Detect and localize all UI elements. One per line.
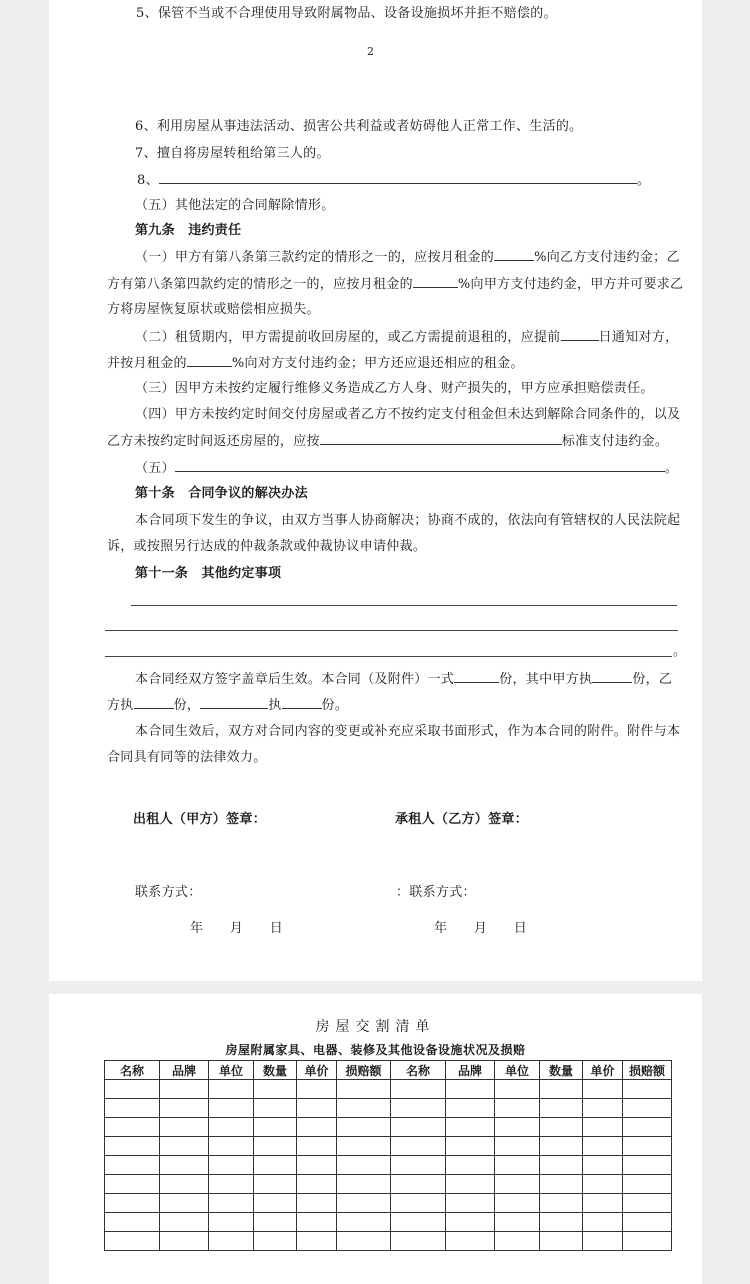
clause-item-7: 7、擅自将房屋转租给第三人的。	[135, 146, 330, 161]
text: （一）甲方有第八条第三款约定的情形之一的，应按月租金的	[135, 250, 495, 265]
table-cell	[209, 1194, 254, 1213]
contract-page-tail	[49, 0, 702, 70]
table-cell	[495, 1137, 540, 1156]
table-cell	[160, 1213, 209, 1232]
blank-line	[592, 671, 632, 683]
clause-item-8	[137, 172, 650, 189]
table-cell	[254, 1118, 297, 1137]
table-cell	[540, 1213, 583, 1232]
table-cell	[583, 1175, 623, 1194]
table-cell	[391, 1118, 446, 1137]
table-cell	[623, 1099, 672, 1118]
table-cell	[209, 1137, 254, 1156]
table-cell	[105, 1175, 160, 1194]
table-cell	[583, 1194, 623, 1213]
article-10-line-1: 本合同项下发生的争议，由双方当事人协商解决；协商不成的，依法向有管辖权的人民法院起	[135, 513, 681, 528]
text: %向甲方支付违约金，甲方并可要求乙	[457, 277, 684, 292]
blank-line	[159, 172, 637, 184]
table-cell	[540, 1137, 583, 1156]
table-cell	[446, 1194, 495, 1213]
table-cell	[209, 1156, 254, 1175]
table-cell	[337, 1194, 391, 1213]
article-9-para-1-line-2	[107, 276, 683, 293]
table-cell	[623, 1118, 672, 1137]
article-9-para-3: （三）因甲方未按约定履行维修义务造成乙方人身、财产损失的，甲方应承担赔偿责任。	[135, 381, 654, 396]
blank-line	[320, 433, 562, 445]
lessee-signature-label: 承租人（乙方）签章：	[395, 812, 529, 827]
end-mark: 。	[673, 644, 687, 659]
table-cell	[583, 1080, 623, 1099]
handover-table	[104, 1060, 672, 1251]
table-cell	[337, 1232, 391, 1251]
blank-line	[105, 656, 672, 657]
handover-list-page	[49, 994, 702, 1284]
table-cell	[337, 1137, 391, 1156]
table-cell	[209, 1099, 254, 1118]
table-cell	[297, 1232, 337, 1251]
table-cell	[297, 1137, 337, 1156]
lessee-date: 年 月 日	[434, 921, 528, 936]
table-cell	[495, 1118, 540, 1137]
column-header: 数量	[254, 1061, 297, 1080]
table-cell	[105, 1213, 160, 1232]
table-cell	[540, 1175, 583, 1194]
table-cell	[337, 1118, 391, 1137]
table-cell	[105, 1232, 160, 1251]
table-cell	[254, 1194, 297, 1213]
blank-line	[454, 671, 499, 683]
table-cell	[623, 1080, 672, 1099]
table-cell	[297, 1080, 337, 1099]
lessor-date: 年 月 日	[190, 921, 284, 936]
table-row	[105, 1156, 672, 1175]
table-cell	[209, 1118, 254, 1137]
table-cell	[583, 1099, 623, 1118]
table-cell	[209, 1213, 254, 1232]
table-cell	[160, 1175, 209, 1194]
table-cell	[209, 1080, 254, 1099]
blank-line	[175, 460, 665, 472]
table-cell	[297, 1213, 337, 1232]
article-9-para-4-line-2	[107, 433, 668, 450]
table-cell	[105, 1099, 160, 1118]
clause-item-6: 6、利用房屋从事违法活动、损害公共利益或者妨碍他人正常工作、生活的。	[135, 119, 583, 134]
table-header-row	[105, 1061, 672, 1080]
table-cell	[337, 1175, 391, 1194]
table-cell	[105, 1156, 160, 1175]
article-11-title: 第十一条 其他约定事项	[135, 566, 282, 581]
table-cell	[391, 1099, 446, 1118]
table-row	[105, 1137, 672, 1156]
text: 份，	[173, 698, 201, 713]
table-body	[105, 1080, 672, 1251]
table-cell	[254, 1156, 297, 1175]
text: 标准支付违约金。	[561, 434, 669, 449]
article-9-para-4-line-1: （四）甲方未按约定时间交付房屋或者乙方不按约定支付租金但未达到解除合同条件的，以及	[135, 407, 681, 422]
column-header: 损赔额	[337, 1061, 391, 1080]
table-cell	[160, 1156, 209, 1175]
table-cell	[446, 1175, 495, 1194]
text: 执	[268, 698, 282, 713]
table-cell	[297, 1156, 337, 1175]
column-header: 单位	[209, 1061, 254, 1080]
article-9-para-2-line-2	[107, 355, 524, 372]
table-cell	[495, 1175, 540, 1194]
table-cell	[391, 1080, 446, 1099]
table-cell	[446, 1118, 495, 1137]
table-cell	[160, 1232, 209, 1251]
table-cell	[495, 1213, 540, 1232]
table-cell	[623, 1156, 672, 1175]
contract-page	[49, 70, 702, 981]
table-cell	[254, 1213, 297, 1232]
blank-line	[200, 697, 268, 709]
column-header: 品牌	[160, 1061, 209, 1080]
table-cell	[495, 1099, 540, 1118]
table-cell	[495, 1156, 540, 1175]
table-cell	[254, 1232, 297, 1251]
table-cell	[446, 1232, 495, 1251]
table-cell	[391, 1213, 446, 1232]
text: 方执	[107, 698, 134, 713]
table-cell	[540, 1156, 583, 1175]
column-header: 名称	[105, 1061, 160, 1080]
blank-line	[134, 697, 174, 709]
table-cell	[495, 1232, 540, 1251]
table-cell	[540, 1118, 583, 1137]
table-cell	[540, 1194, 583, 1213]
table-cell	[623, 1194, 672, 1213]
table-cell	[391, 1232, 446, 1251]
table-cell	[337, 1213, 391, 1232]
blank-line	[494, 249, 534, 261]
table-cell	[446, 1080, 495, 1099]
blank-line	[282, 697, 322, 709]
blank-line	[187, 355, 232, 367]
table-cell	[160, 1137, 209, 1156]
table-cell	[209, 1232, 254, 1251]
clause-other-termination: （五）其他法定的合同解除情形。	[135, 198, 335, 213]
article-9-para-5	[135, 460, 678, 477]
table-cell	[254, 1080, 297, 1099]
lessor-contact-label: 联系方式：	[135, 885, 202, 900]
column-header: 名称	[391, 1061, 446, 1080]
table-cell	[583, 1213, 623, 1232]
column-header: 单位	[495, 1061, 540, 1080]
table-cell	[209, 1175, 254, 1194]
effect-line-1	[135, 671, 672, 688]
table-cell	[540, 1099, 583, 1118]
text: 份，乙	[632, 672, 673, 687]
handover-list-subtitle: 房屋附属家具、电器、装修及其他设备设施状况及损赔	[225, 1043, 526, 1057]
text: 本合同经双方签字盖章后生效。本合同（及附件）一式	[135, 672, 455, 687]
table-cell	[160, 1118, 209, 1137]
column-header: 品牌	[446, 1061, 495, 1080]
page-number: 2	[367, 45, 374, 58]
table-row	[105, 1175, 672, 1194]
table-cell	[160, 1194, 209, 1213]
table-cell	[391, 1156, 446, 1175]
table-cell	[391, 1137, 446, 1156]
text: %向对方支付违约金；甲方还应退还相应的租金。	[231, 356, 524, 371]
table-cell	[495, 1194, 540, 1213]
table-cell	[337, 1156, 391, 1175]
handover-list-title: 房屋交割清单	[315, 1019, 436, 1035]
table-cell	[495, 1080, 540, 1099]
end-mark: 。	[664, 461, 679, 476]
table-row	[105, 1232, 672, 1251]
table-cell	[623, 1137, 672, 1156]
annex-line-2: 合同具有同等的法律效力。	[107, 750, 267, 765]
blank-line	[561, 329, 599, 341]
text: 乙方未按约定时间返还房屋的，应按	[107, 434, 320, 449]
table-cell	[623, 1175, 672, 1194]
table-cell	[105, 1194, 160, 1213]
column-header: 数量	[540, 1061, 583, 1080]
annex-line-1: 本合同生效后，双方对合同内容的变更或补充应采取书面形式，作为本合同的附件。附件与本	[135, 724, 681, 739]
table-cell	[254, 1137, 297, 1156]
table-row	[105, 1118, 672, 1137]
table-cell	[337, 1099, 391, 1118]
table-cell	[446, 1156, 495, 1175]
table-cell	[391, 1194, 446, 1213]
table-cell	[540, 1232, 583, 1251]
table-cell	[446, 1137, 495, 1156]
table-row	[105, 1213, 672, 1232]
column-header: 损赔额	[623, 1061, 672, 1080]
text: （二）租赁期内，甲方需提前收回房屋的，或乙方需提前退租的，应提前	[135, 330, 561, 345]
column-header: 单价	[583, 1061, 623, 1080]
table-row	[105, 1194, 672, 1213]
table-cell	[446, 1213, 495, 1232]
blank-line	[105, 630, 678, 631]
table-cell	[160, 1080, 209, 1099]
table-cell	[254, 1099, 297, 1118]
table-cell	[297, 1194, 337, 1213]
clause-item-5: 5、保管不当或不合理使用导致附属物品、设备设施损坏并拒不赔偿的。	[136, 6, 557, 21]
table-cell	[105, 1080, 160, 1099]
table-cell	[623, 1232, 672, 1251]
table-cell	[337, 1080, 391, 1099]
end-mark: 。	[636, 173, 651, 188]
effect-line-2	[107, 697, 348, 714]
table-cell	[540, 1080, 583, 1099]
text: %向乙方支付违约金；乙	[534, 250, 680, 265]
text: 日通知对方，	[598, 330, 679, 345]
article-9-para-1-line-3: 方将房屋恢复原状或赔偿相应损失。	[107, 302, 320, 317]
table-cell	[297, 1099, 337, 1118]
article-10-title: 第十条 合同争议的解决办法	[135, 486, 308, 501]
blank-line	[131, 605, 677, 606]
table-cell	[254, 1175, 297, 1194]
text: 份。	[321, 698, 349, 713]
article-9-para-2-line-1	[135, 329, 678, 346]
table-cell	[583, 1137, 623, 1156]
text: 方有第八条第四款约定的情形之一的，应按月租金的	[107, 277, 413, 292]
table-cell	[160, 1099, 209, 1118]
clause-item-8-label: 8、	[137, 173, 159, 188]
text: （五）	[135, 461, 175, 476]
table-cell	[583, 1156, 623, 1175]
lessor-signature-label: 出租人（甲方）签章：	[133, 812, 267, 827]
table-cell	[105, 1137, 160, 1156]
text: 并按月租金的	[107, 356, 187, 371]
column-header: 单价	[297, 1061, 337, 1080]
article-9-para-1-line-1	[135, 249, 680, 266]
table-row	[105, 1080, 672, 1099]
table-cell	[623, 1213, 672, 1232]
article-9-title: 第九条 违约责任	[135, 223, 242, 238]
table-cell	[297, 1118, 337, 1137]
table-cell	[105, 1118, 160, 1137]
article-10-line-2: 诉，或按照另行达成的仲裁条款或仲裁协议申请仲裁。	[107, 539, 427, 554]
table-row	[105, 1099, 672, 1118]
table-cell	[583, 1118, 623, 1137]
blank-line	[413, 276, 458, 288]
text: 份，其中甲方执	[499, 672, 593, 687]
table-cell	[297, 1175, 337, 1194]
lessee-contact-label: ：联系方式：	[396, 885, 476, 900]
table-cell	[583, 1232, 623, 1251]
table-cell	[391, 1175, 446, 1194]
table-cell	[446, 1099, 495, 1118]
